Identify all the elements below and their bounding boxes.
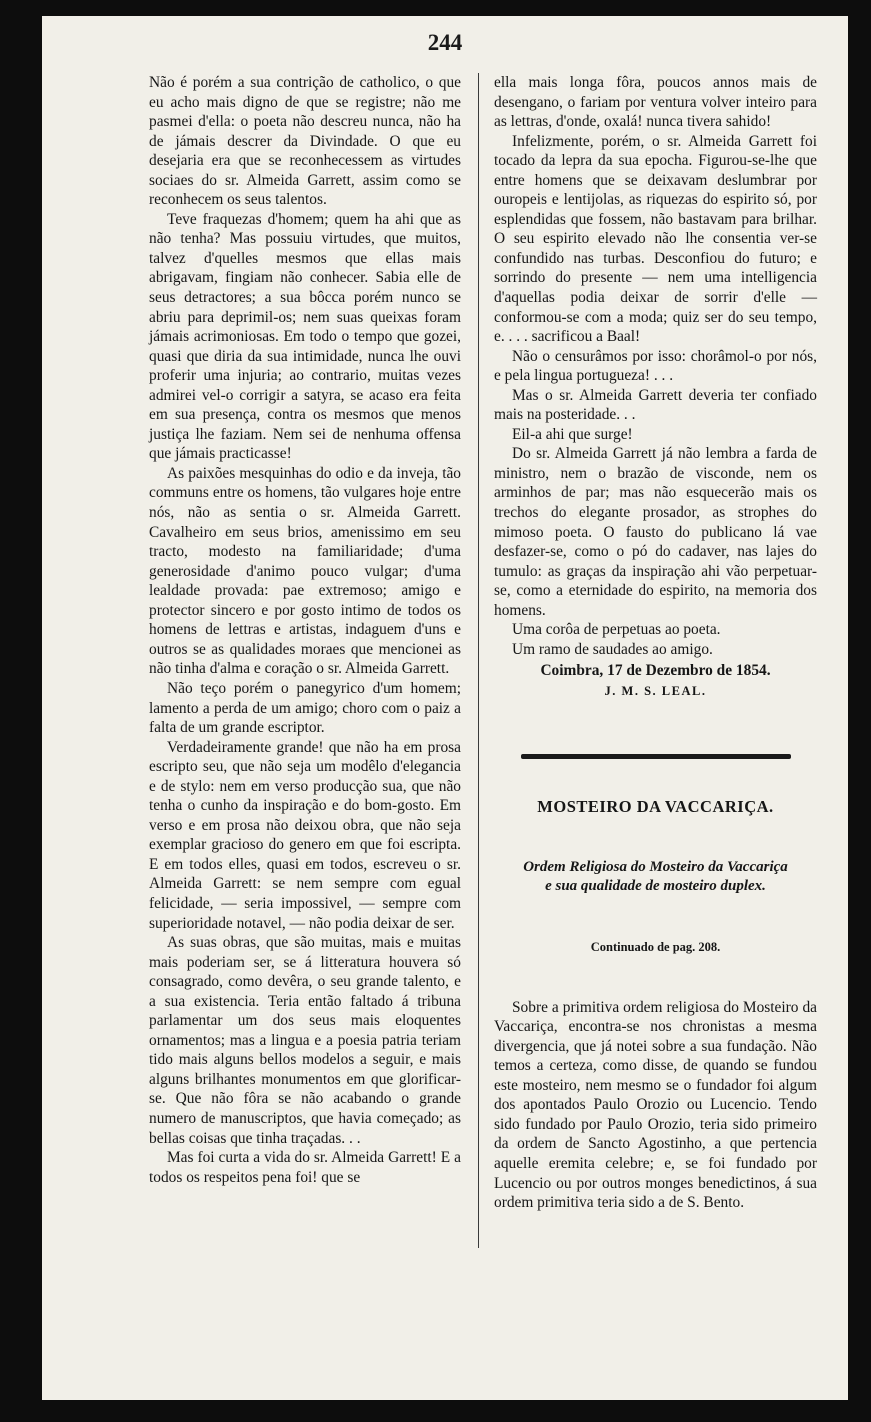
signoff-date: Coimbra, 17 de Dezembro de 1854.: [540, 662, 771, 680]
paragraph: Uma corôa de perpetuas ao poeta.: [512, 621, 721, 639]
paragraph: Infelizmente, porém, o sr. Almeida Garrett foi tocado da lepra da sua epocha. Figurou-se-lhe que entre homens que se deixavam deslumbrar por ouropeis e lentijolas, as riquezas do espirito só, por esplendidas que fossem, não bastavam para brilhar. O seu espirito elevado não lhe consentia ver-se confundido nas turbas. Desconfiou do futuro; e sorrindo do presente — nem uma intelligencia d'aquellas podia deixar de sorrir d'elle — conformou-se com a moda; quiz ser do seu tempo, e. . . . sacrificou a Baal!: [494, 132, 817, 346]
left-column: [149, 73, 461, 1187]
paragraph: Mas o sr. Almeida Garrett deveria ter confiado mais na posteridade. . .: [494, 386, 817, 424]
paragraph: Um ramo de saudades ao amigo.: [512, 640, 713, 658]
column-divider: [478, 73, 479, 1248]
section-separator-rule: [521, 754, 791, 759]
paragraph: As suas obras, que são muitas, mais e muitas mais poderiam ser, se á litteratura houvera só consagrado, como devêra, o seu grande talento, e a sua existencia. Teria então faltado á tribuna parlamentar um dos seus mais eloquentes ornamentos; mas a lingua e a poesia patria teriam tido mais alguns bellos modelos a seguir, e mais alguns brilhantes monumentos em que glorificar-se. Que não fôra se não acabando o grande numero de manuscriptos, que havia começado; as bellas coisas que tinha traçadas. . .: [149, 934, 461, 1147]
paragraph: Teve fraquezas d'homem; quem ha ahi que as não tenha? Mas possuiu virtudes, que muitos, talvez d'quelles mesmos que ellas mais abrigavam, fingiam não conhecer. Sabia elle de seus detractores; a sua bôcca porém nunco se abriu para deprimil-os; nem suas queixas foram jámais acrimoniosas. Em todo o tempo que gozei, quasi que diria da sua intimidade, nunca lhe ouvi proferir uma injuria; ao contrario, muitas vezes admirei vel-o corrigir a satyra, se acaso era feita em sua presença, contra os mesmos que menos justiça lhe faziam. Nem sei de nenhuma offensa que jámais practicasse!: [149, 210, 461, 463]
paragraph: Mas foi curta a vida do sr. Almeida Garrett! E a todos os respeitos pena foi! que se: [149, 1149, 461, 1186]
section-subtitle: [494, 858, 817, 896]
signoff-author: J. M. S. LEAL.: [604, 683, 707, 698]
paragraph: Não o censurâmos por isso: chorâmol-o por nós, e pela lingua portugueza! . . .: [494, 347, 817, 385]
paragraph: Sobre a primitiva ordem religiosa do Mosteiro da Vaccariça, encontra-se nos chronistas a mesma divergencia, que já notei sobre a sua fundação. Não temos a certeza, como disse, de quando se fundou este mosteiro, nem mesmo se o fundador foi algum dos apontados Paulo Orozio ou Lucencio. Tendo sido fundado por Paulo Orozio, teria sido primeiro da ordem de Sancto Agostinho, a que pertencia aquelle eremita celebre; e, se foi fundado por Lucencio ou por outros monges benedictinos, á sua ordem primitiva teria sido a de S. Bento.: [494, 998, 817, 1212]
newspaper-page: [42, 16, 848, 1400]
paragraph: ella mais longa fôra, poucos annos mais de desengano, o fariam por ventura volver inteiro para as lettras, d'onde, oxalá! nunca tivera sahido!: [494, 74, 817, 131]
subtitle-line: e sua qualidade de mosteiro duplex.: [545, 878, 766, 895]
page-number: 244: [427, 30, 463, 55]
paragraph: Do sr. Almeida Garrett já não lembra a farda de ministro, nem o brazão de visconde, nem os arminhos de par; mas não esquecerão mais os trechos do elegante prosador, as strophes do mimoso poeta. O fausto do publicano lá vae desfazer-se, como o pó do cadaver, nas lajes do tumulo: as graças da inspiração ahi vão perpetuar-se, como a eternidade do espirito, na memoria dos homens.: [494, 445, 817, 619]
paragraph: Não é porém a sua contrição de catholico, o que eu acho mais digno de que se registre; não me pasmei d'ella: o poeta não descreu nunca, não ha de jámais descrer da Divindade. O que eu desejaria era que se reconhecessem as virtudes sociaes do sr. Almeida Garrett, assim como se reconhecem os seus talentos.: [149, 74, 461, 209]
section-title: MOSTEIRO DA VACCARIÇA.: [537, 796, 774, 816]
paragraph: Não teço porém o panegyrico d'um homem; lamento a perda de um amigo; choro com o paiz a falta de um grande escriptor.: [149, 679, 461, 737]
continued-note: Continuado de pag. 208.: [590, 940, 721, 955]
right-column: [494, 73, 817, 1213]
subtitle-line: Ordem Religiosa do Mosteiro da Vaccariça: [523, 859, 788, 876]
paragraph: As paixões mesquinhas do odio e da inveja, tão communs entre os homens, tão vulgares hoje entre nós, não as sentia o sr. Almeida Garrett. Cavalheiro em seus brios, amenissimo em seu tracto, modesto na familiaridade; d'uma generosidade d'animo pouco vulgar; d'uma lealdade provada: pae extremoso; amigo e protector sincero e por gosto intimo de todos os homens de lettras e artistas, indaguem d'uns e outros se as qualidades moraes que mencionei as não tinha d'alma e coração o sr. Almeida Garrett.: [149, 464, 461, 678]
paragraph: Verdadeiramente grande! que não ha em prosa escripto seu, que não seja um modêlo d'elegancia e de stylo: nem em verso producção sua, que não tenha o cunho da inspiração e do bom-gosto. Em verso e em prosa não deixou obra, que não seja exemplar gracioso do genero em que foi escripta. E em todos elles, quasi em todos, escreveu o sr. Almeida Garrett: se nem sempre com egual felicidade, — seria impossivel, — sempre com superioridade notavel, — não podia deixar de ser.: [149, 738, 461, 932]
paragraph: Eil-a ahi que surge!: [512, 425, 633, 443]
